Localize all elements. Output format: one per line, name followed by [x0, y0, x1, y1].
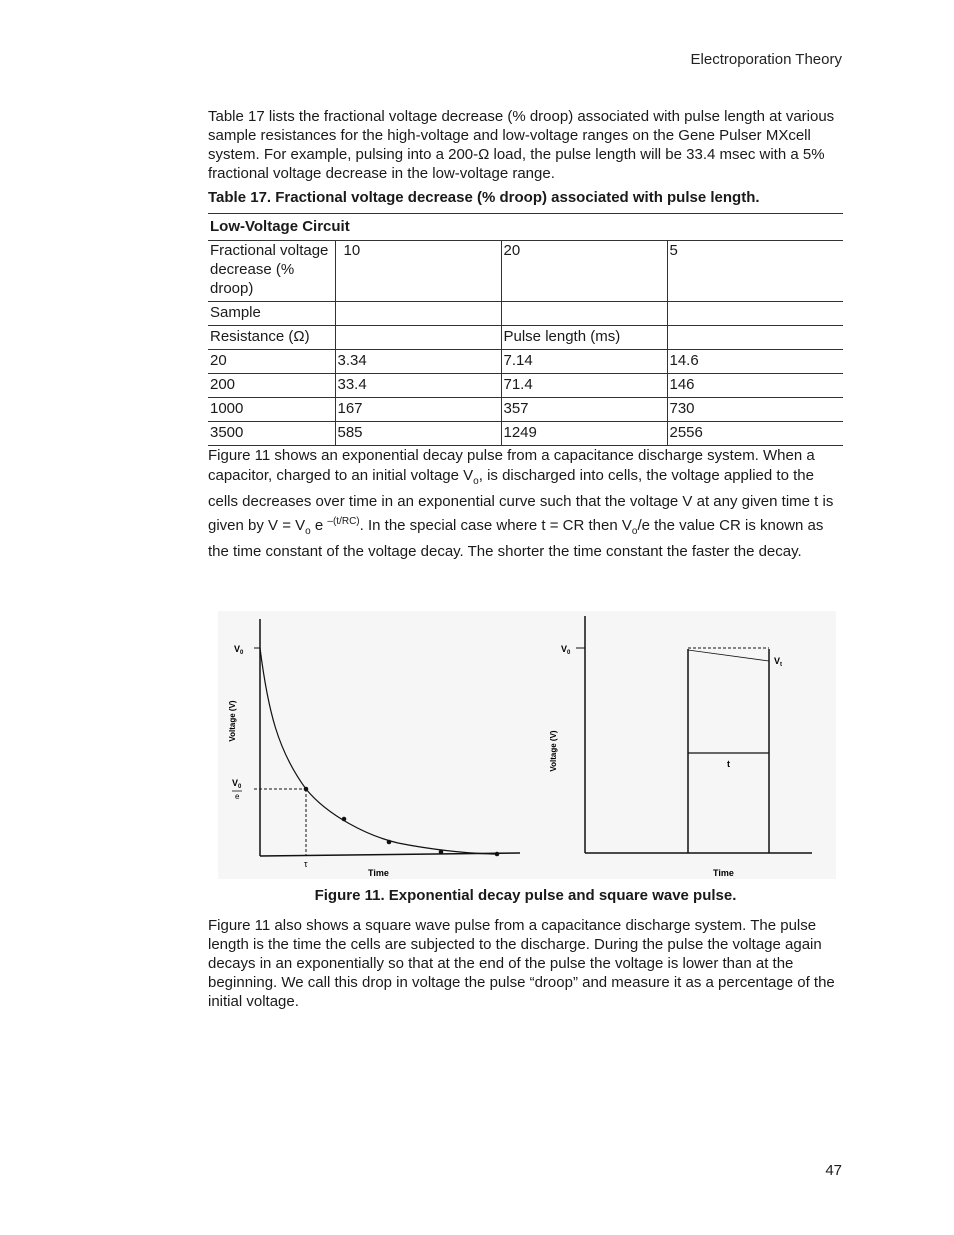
square-x-label: Time: [713, 868, 734, 878]
droop-label: Fractional voltage decrease (% droop): [208, 241, 335, 302]
decay-x-label: Time: [368, 868, 389, 878]
vt-label: $V_t$: [774, 656, 783, 668]
droop-row: [208, 241, 843, 302]
pulse-cell: 357: [501, 398, 667, 422]
sample-row: [208, 302, 843, 326]
decay-point: [304, 787, 309, 792]
square-wave-paragraph: Figure 11 also shows a square wave pulse from a capacitance discharge system. The pulse length is the time the cells are subjected to the discharge. During the pulse the voltage again decays in an exponentially so that at the end of the pulse the voltage is lower than at the beginning. We call this drop in voltage the pulse “droop” and measure it as a percentage of the initial voltage.: [208, 917, 835, 1010]
decay-y-label: Voltage (V): [228, 700, 237, 742]
pulse-cell: 2556: [667, 422, 843, 446]
figure-11-graphic: [218, 611, 836, 879]
figure-11: [218, 611, 836, 879]
decay-point: [387, 840, 392, 845]
pulse-cell: 3.34: [335, 350, 501, 374]
droop-value: 5: [667, 241, 843, 302]
table-row: [208, 422, 843, 446]
resistance-header-row: [208, 326, 843, 350]
droop-line: [688, 650, 769, 661]
pulse-cell: 71.4: [501, 374, 667, 398]
resistance-label: Resistance (Ω): [208, 326, 335, 350]
square-y-label: Voltage (V): [549, 730, 558, 772]
table-row: [208, 350, 843, 374]
droop-value: 10: [335, 241, 501, 302]
decay-curve: [260, 648, 498, 854]
figure-caption: Figure 11. Exponential decay pulse and square wave pulse.: [314, 887, 737, 904]
droop-value: 20: [501, 241, 667, 302]
ve-denominator: e: [235, 792, 240, 801]
t-label: t: [727, 759, 730, 769]
table-section-title: Low-Voltage Circuit: [208, 214, 843, 241]
resistance-cell: 3500: [208, 422, 335, 446]
main-content: [208, 107, 843, 562]
pulse-cell: 33.4: [335, 374, 501, 398]
square-v0-label: $V_0$: [561, 644, 571, 656]
pulse-cell: 585: [335, 422, 501, 446]
page-number: 47: [825, 1162, 842, 1179]
pulse-cell: 7.14: [501, 350, 667, 374]
table-caption: Table 17. Fractional voltage decrease (% droop) associated with pulse length.: [208, 189, 760, 206]
ve-label: $V_0$: [232, 778, 242, 790]
decay-point: [439, 850, 444, 855]
table-row: [208, 398, 843, 422]
pulse-cell: 1249: [501, 422, 667, 446]
pulse-cell: 730: [667, 398, 843, 422]
square-panel: [549, 616, 812, 878]
resistance-cell: 1000: [208, 398, 335, 422]
v0-label: $V_0$: [234, 644, 244, 656]
table-section-row: [208, 214, 843, 241]
tau-label: τ: [304, 859, 308, 869]
resistance-cell: 20: [208, 350, 335, 374]
table-row: [208, 374, 843, 398]
sample-label: Sample: [208, 302, 335, 326]
droop-table: [208, 213, 843, 446]
running-head: Electroporation Theory: [690, 51, 842, 68]
pulse-length-label: Pulse length (ms): [501, 326, 667, 350]
decay-panel: [228, 619, 520, 878]
decay-point: [495, 852, 500, 857]
resistance-cell: 200: [208, 374, 335, 398]
pulse-cell: 14.6: [667, 350, 843, 374]
pulse-cell: 167: [335, 398, 501, 422]
pulse-cell: 146: [667, 374, 843, 398]
decay-paragraph: Figure 11 shows an exponential decay pulse from a capacitance discharge system. When a capacitor, charged to an initial voltage $V_o$, is discharged into cells, the voltage applied to the cells decreases over time in an exponential curve such that the voltage V at any given time t is given by $V = V_o$ e $^{-(t/RC)}$. In the special case where t = CR then $V_o/e$ the value CR is known as the time constant of the voltage decay. The shorter the time constant the faster the decay.: [208, 447, 834, 560]
intro-paragraph: Table 17 lists the fractional voltage decrease (% droop) associated with pulse length at various sample resistances for the high-voltage and low-voltage ranges on the Gene Pulser MXcell system. For example, pulsing into a 200-Ω load, the pulse length will be 33.4 msec with a 5% fractional voltage decrease in the low-voltage range.: [208, 108, 835, 182]
decay-point: [342, 817, 347, 822]
